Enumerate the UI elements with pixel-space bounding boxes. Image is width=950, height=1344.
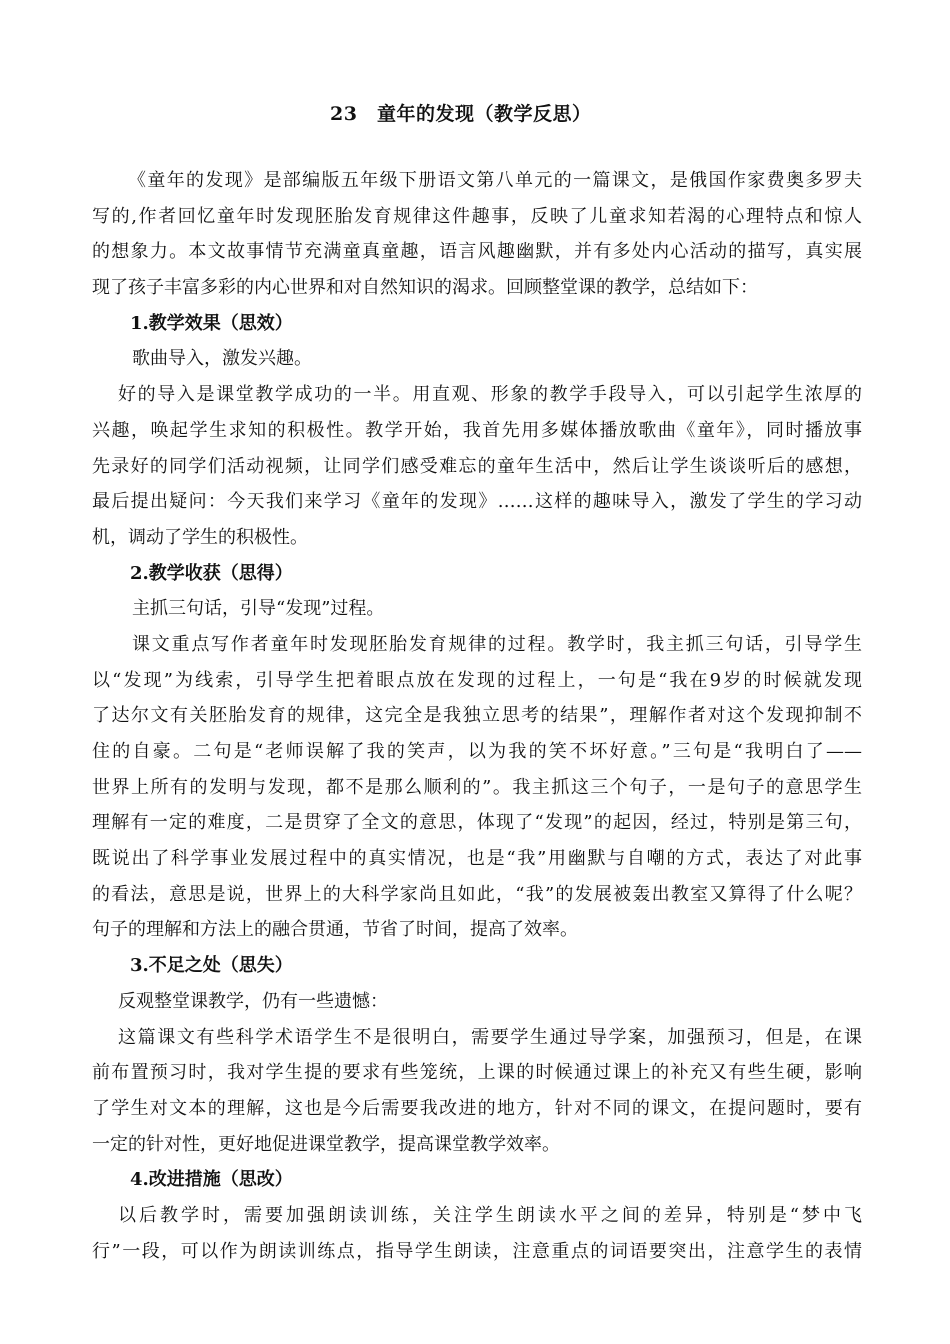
section-heading: 2.教学收获（思得）	[130, 562, 293, 584]
paragraph-line: 句子的理解和方法上的融合贯通，节省了时间，提高了效率。	[92, 919, 578, 941]
paragraph-line: 的看法，意思是说，世界上的大科学家尚且如此，“我”的发展被轰出教室又算得了什么呢？	[92, 883, 862, 905]
paragraph-line: 课文重点写作者童年时发现胚胎发育规律的过程。教学时，我主抓三句话，引导学生	[132, 633, 862, 655]
paragraph-line: 理解有一定的难度，二是贯穿了全文的意思，体现了“发现”的起因，经过，特别是第三句，	[92, 812, 862, 834]
paragraph-line: 一定的针对性，更好地促进课堂教学，提高课堂教学效率。	[92, 1133, 560, 1155]
paragraph-line: 现了孩子丰富多彩的内心世界和对自然知识的渴求。回顾整堂课的教学，总结如下：	[92, 277, 758, 299]
paragraph-line: 歌曲导入，激发兴趣。	[132, 348, 312, 370]
paragraph-line: 写的,作者回忆童年时发现胚胎发育规律这件趣事，反映了儿童求知若渴的心理特点和惊人	[92, 205, 862, 227]
section-heading: 3.不足之处（思失）	[130, 955, 293, 977]
paragraph-line: 反观整堂课教学，仍有一些遗憾：	[118, 990, 388, 1012]
paragraph-line: 这篇课文有些科学术语学生不是很明白，需要学生通过导学案，加强预习，但是，在课	[118, 1026, 862, 1048]
paragraph-line: 世界上所有的发明与发现，都不是那么顺利的”。我主抓这三个句子，一是句子的意思学生	[92, 776, 862, 798]
paragraph-line: 前布置预习时，我对学生提的要求有些笼统，上课的时候通过课上的补充又有些生硬，影响	[92, 1062, 862, 1084]
document-body	[92, 163, 862, 1269]
paragraph-line: 好的导入是课堂教学成功的一半。用直观、形象的教学手段导入，可以引起学生浓厚的	[118, 384, 862, 406]
paragraph-line: 了达尔文有关胚胎发育的规律，这完全是我独立思考的结果”，理解作者对这个发现抑制不	[92, 705, 862, 727]
paragraph-line: 兴趣，唤起学生求知的积极性。教学开始，我首先用多媒体播放歌曲《童年》，同时播放事	[92, 419, 862, 441]
paragraph-line: 住的自豪。二句是“老师误解了我的笑声，以为我的笑不坏好意。”三句是“我明白了——	[92, 741, 862, 762]
paragraph-line: 了学生对文本的理解，这也是今后需要我改进的地方，针对不同的课文，在提问题时，要有	[92, 1097, 862, 1119]
paragraph-line: 行”一段，可以作为朗读训练点，指导学生朗读，注意重点的词语要突出，注意学生的表情	[92, 1240, 862, 1262]
document-title: 23 童年的发现（教学反思）	[330, 103, 592, 125]
paragraph-line: 以后教学时，需要加强朗读训练，关注学生朗读水平之间的差异，特别是“梦中飞	[118, 1204, 862, 1226]
paragraph-line: 既说出了科学事业发展过程中的真实情况，也是“我”用幽默与自嘲的方式，表达了对此事	[92, 848, 862, 870]
paragraph-line: 《童年的发现》是部编版五年级下册语文第八单元的一篇课文，是俄国作家费奥多罗夫	[128, 170, 862, 191]
paragraph-line: 机，调动了学生的积极性。	[92, 526, 308, 548]
paragraph-line: 的想象力。本文故事情节充满童真童趣，语言风趣幽默，并有多处内心活动的描写，真实展	[92, 241, 862, 263]
paragraph-line: 主抓三句话，引导“发现”过程。	[132, 598, 385, 620]
section-heading: 4.改进措施（思改）	[130, 1169, 293, 1191]
paragraph-line: 以“发现”为线索，引导学生把着眼点放在发现的过程上，一句是“我在9岁的时候就发现	[92, 669, 862, 691]
paragraph-line: 最后提出疑问：今天我们来学习《童年的发现》……这样的趣味导入，激发了学生的学习动	[92, 491, 862, 513]
section-heading: 1.教学效果（思效）	[130, 312, 293, 334]
paragraph-line: 先录好的同学们活动视频，让同学们感受难忘的童年生活中，然后让学生谈谈听后的感想，	[92, 455, 862, 477]
